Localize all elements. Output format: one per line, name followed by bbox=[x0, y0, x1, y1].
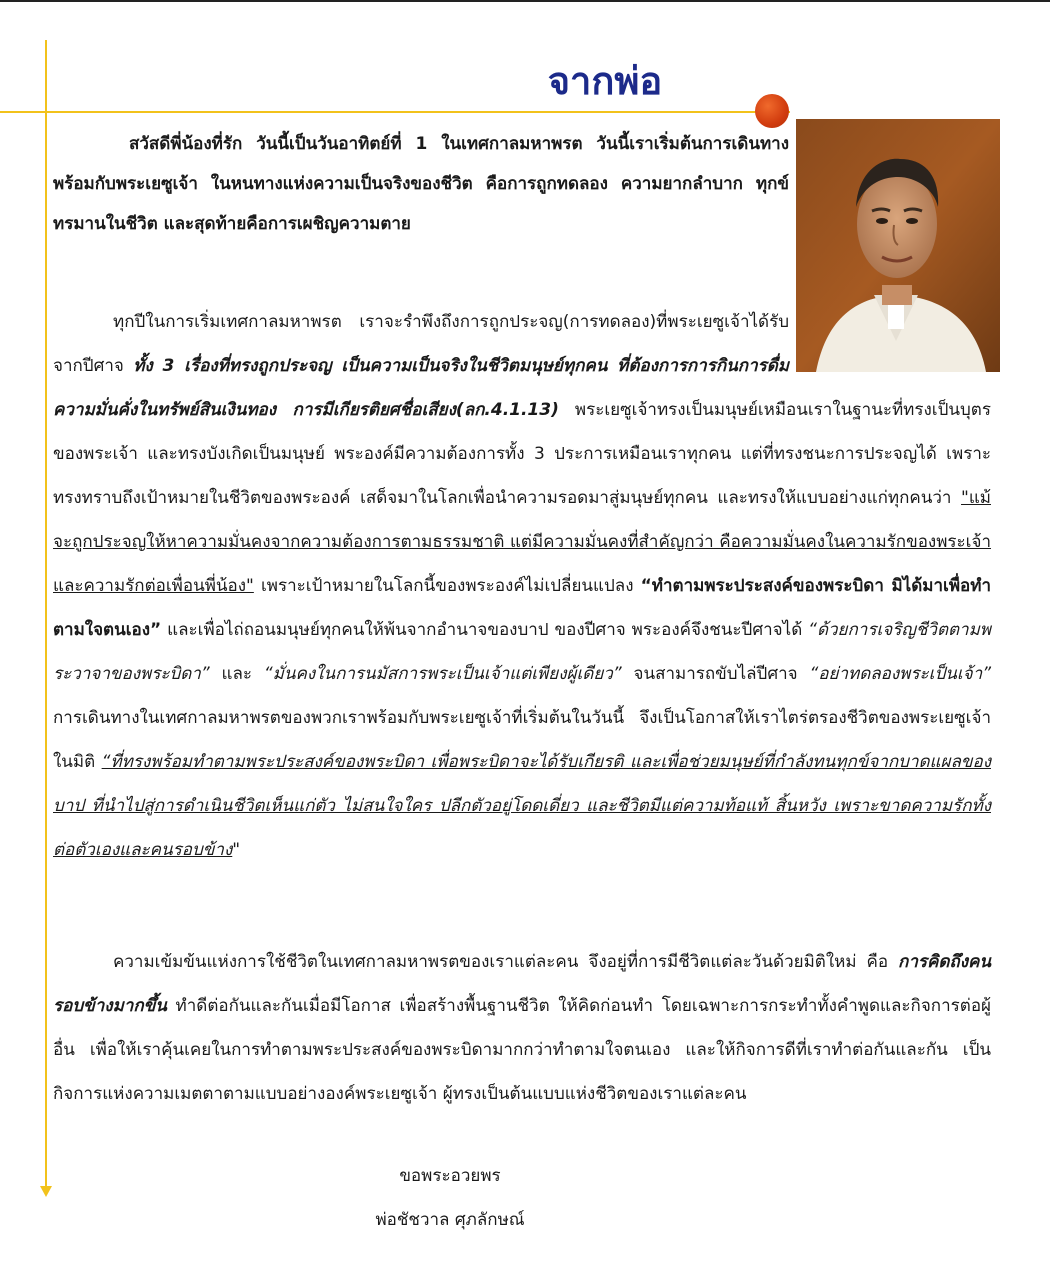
quote-dimension: “ที่ทรงพร้อมทำตามพระประสงค์ของพระบิดา เพื่อพระบิดาจะได้รับเกียรติ และเพื่อช่วยมนุษย์ที่กำลังทนทุกข์จากบาดแผลของบาป ที่นำไปสู่การดำเนินชีวิตเห็นแก่ตัว ไม่สนใจใคร ปลีกตัวอยู่โดดเดี่ยว และชีวิตมีแต่ความท้อแท้ สิ้นหวัง เพราะขาดความรักทั้งต่อตัวเองและคนรอบข้าง bbox=[53, 752, 991, 860]
orange-dot-icon bbox=[755, 94, 789, 128]
horizontal-accent-line bbox=[0, 111, 790, 113]
quote-word-of-father: “ด้วยการเจริญชีวิตตามพระวาจาของพระบิดา” bbox=[53, 620, 991, 684]
quote-security-love: "แม้จะถูกประจญให้หาความมั่นคงจากความต้องการตามธรรมชาติ แต่มีความมั่นคงที่สำคัญกว่า คือความมั่นคงในความรักของพระเจ้า และความรักต่อเพื่อนพี่น้อง" bbox=[53, 488, 991, 596]
signature-name: พ่อชัชวาล ศุภลักษณ์ bbox=[375, 1210, 525, 1230]
photo-wrap-spacer bbox=[789, 300, 991, 372]
arrow-down-icon bbox=[40, 1186, 52, 1197]
quote-do-not-test: “อย่าทดลองพระเป็นเจ้า” bbox=[809, 664, 991, 684]
quote-worship-god: “มั่นคงในการนมัสการพระเป็นเจ้าแต่เพียงผู้เดียว” bbox=[263, 664, 622, 684]
temptation-summary: ทั้ง 3 เรื่องที่ทรงถูกประจญ เป็นความเป็นจริงในชีวิตมนุษย์ทุกคน ที่ต้องการการกินการดื่ม ความมั่นคั่งในทรัพย์สินเงินทอง การมีเกียรติยศชื่อเสียง(ลก.4.1.13) bbox=[53, 356, 789, 420]
body-paragraph-2: ความเข้มข้นแห่งการใช้ชีวิตในเทศกาลมหาพรตของเราแต่ละคน จึงอยู่ที่การมีชีวิตแต่ละวันด้วยมิติใหม่ คือ การคิดถึงคนรอบข้างมากขึ้น ทำดีต่อกันและกันเมื่อมีโอกาส เพื่อสร้างพื้นฐานชีวิต ให้คิดก่อนทำ โดยเฉพาะการกระทำทั้งคำพูดและกิจการต่อผู้อื่น เพื่อให้เราคุ้นเคยในการทำตามพระประสงค์ของพระบิดามากกว่าทำตามใจตนเอง และให้กิจการดีที่เราทำต่อกันและกัน เป็นกิจการแห่งความเมตตาตามแบบอย่างองค์พระเยซูเจ้า ผู้ทรงเป็นต้นแบบแห่งชีวิตของเราแต่ละคน bbox=[53, 952, 991, 1104]
intro-paragraph: สวัสดีพี่น้องที่รัก วันนี้เป็นวันอาทิตย์ที่ 1 ในเทศกาลมหาพรต วันนี้เราเริ่มต้นการเดินทางพร้อมกับพระเยซูเจ้า ในหนทางแห่งความเป็นจริงของชีวิต คือการถูกทดลอง ความยากลำบาก ทุกข์ทรมานในชีวิต และสุดท้ายคือการเผชิญความตาย bbox=[53, 134, 789, 234]
vertical-accent-line bbox=[45, 40, 47, 1188]
quote-father-will: “ทำตามพระประสงค์ของพระบิดา มิได้มาเพื่อทำตามใจตนเอง” bbox=[53, 576, 991, 640]
body-paragraph-1: ทุกปีในการเริ่มเทศกาลมหาพรต เราจะรำพึงถึงการถูกประจญ(การทดลอง)ที่พระเยซูเจ้าได้รับจากปีศาจ ทั้ง 3 เรื่องที่ทรงถูกประจญ เป็นความเป็นจริงในชีวิตมนุษย์ทุกคน ที่ต้องการการกินการดื่ม ความมั่นคั่งในทรัพย์สินเงินทอง การมีเกียรติยศชื่อเสียง(ลก.4.1.13) พระเยซูเจ้าทรงเป็นมนุษย์เหมือนเราในฐานะที่ทรงเป็นบุตรของพระเจ้า และทรงบังเกิดเป็นมนุษย์ พระองค์มีความต้องการทั้ง 3 ประการเหมือนเราทุกคน แต่ที่ทรงชนะการประจญได้ เพราะทรงทราบถึงเป้าหมายในชีวิตของพระองค์ เสด็จมาในโลกเพื่อนำความรอดมาสู่มนุษย์ทุกคน และทรงให้แบบอย่างแก่ทุกคนว่า "แม้จะถูกประจญให้หาความมั่นคงจากความต้องการตามธรรมชาติ แต่มีความมั่นคงที่สำคัญกว่า คือความมั่นคงในความรักของพระเจ้า และความรักต่อเพื่อนพี่น้อง" เพราะเป้าหมายในโลกนี้ของพระองค์ไม่เปลี่ยนแปลง “ทำตามพระประสงค์ของพระบิดา มิได้มาเพื่อทำตามใจตนเอง” และเพื่อไถ่ถอนมนุษย์ทุกคนให้พ้นจากอำนาจของบาป ของปีศาจ พระองค์จึงชนะปีศาจได้ “ด้วยการเจริญชีวิตตามพระวาจาของพระบิดา” และ “มั่นคงในการนมัสการพระเป็นเจ้าแต่เพียงผู้เดียว” จนสามารถขับไล่ปีศาจ “อย่าทดลองพระเป็นเจ้า” การเดินทางในเทศกาลมหาพรตของพวกเราพร้อมกับพระเยซูเจ้าที่เริ่มต้นในวันนี้ จึงเป็นโอกาสให้เราไตร่ตรองชีวิตของพระเยซูเจ้า ในมิติ “ที่ทรงพร้อมทำตามพระประสงค์ของพระบิดา เพื่อพระบิดาจะได้รับเกียรติ และเพื่อช่วยมนุษย์ที่กำลังทนทุกข์จากบาดแผลของบาป ที่นำไปสู่การดำเนินชีวิตเห็นแก่ตัว ไม่สนใจใคร ปลีกตัวอยู่โดดเดี่ยว และชีวิตมีแต่ความท้อแท้ สิ้นหวัง เพราะขาดความรักทั้งต่อตัวเองและคนรอบข้าง" bbox=[53, 300, 991, 872]
page-title: จากพ่อ bbox=[547, 58, 663, 103]
top-border bbox=[0, 0, 1050, 2]
blessing-line: ขอพระอวยพร bbox=[399, 1166, 501, 1186]
emphasis-others: การคิดถึงคนรอบข้างมากขึ้น bbox=[53, 952, 991, 1016]
